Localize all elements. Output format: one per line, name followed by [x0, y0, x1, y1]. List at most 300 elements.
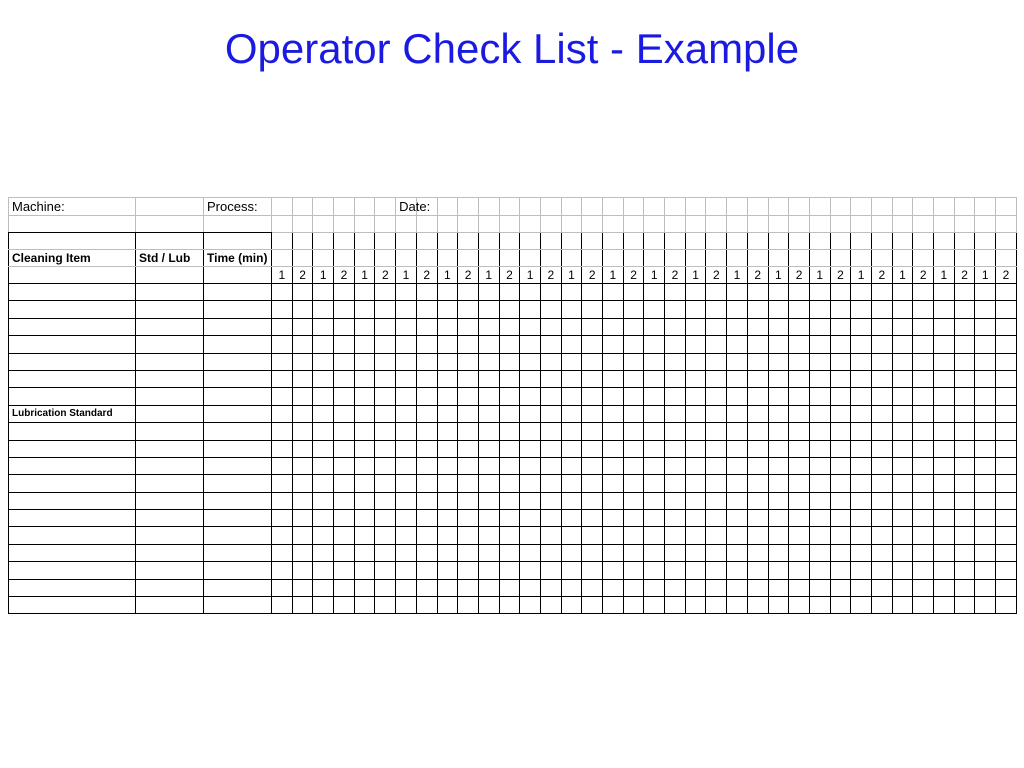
shift-number: 2	[706, 267, 727, 284]
check-cell	[996, 336, 1017, 353]
blank-cell	[375, 216, 396, 233]
check-cell	[665, 527, 686, 544]
check-cell	[727, 457, 748, 474]
blank-cell	[292, 233, 313, 250]
check-cell	[809, 510, 830, 527]
blank-cell	[892, 233, 913, 250]
check-cell	[396, 388, 417, 405]
check-cell	[996, 301, 1017, 318]
blank-cell	[954, 198, 975, 216]
check-cell	[892, 527, 913, 544]
blank-cell	[934, 233, 955, 250]
table-row	[9, 301, 1017, 318]
check-cell	[561, 527, 582, 544]
check-cell	[603, 318, 624, 335]
check-cell	[706, 318, 727, 335]
check-cell	[540, 370, 561, 387]
check-cell	[458, 440, 479, 457]
blank-cell	[582, 216, 603, 233]
check-cell	[975, 353, 996, 370]
check-cell	[396, 440, 417, 457]
check-cell	[313, 423, 334, 440]
blank-cell	[540, 250, 561, 267]
check-cell	[706, 475, 727, 492]
check-cell	[727, 318, 748, 335]
check-cell	[706, 388, 727, 405]
blank-cell	[727, 250, 748, 267]
check-cell	[499, 301, 520, 318]
shift-number: 1	[354, 267, 375, 284]
check-cell	[871, 527, 892, 544]
check-cell	[334, 318, 355, 335]
check-cell	[685, 388, 706, 405]
check-cell	[561, 475, 582, 492]
check-cell	[334, 301, 355, 318]
check-cell	[665, 301, 686, 318]
check-cell	[934, 510, 955, 527]
check-cell	[204, 423, 272, 440]
check-cell	[665, 405, 686, 422]
check-cell	[851, 457, 872, 474]
check-cell	[851, 440, 872, 457]
check-cell	[954, 353, 975, 370]
check-cell	[437, 510, 458, 527]
check-cell	[871, 457, 892, 474]
check-cell	[478, 284, 499, 301]
check-cell	[768, 440, 789, 457]
check-cell	[871, 579, 892, 596]
check-cell	[204, 405, 272, 422]
check-cell	[644, 301, 665, 318]
check-cell	[292, 440, 313, 457]
table-row	[9, 475, 1017, 492]
check-cell	[437, 301, 458, 318]
check-cell	[540, 405, 561, 422]
check-cell	[851, 353, 872, 370]
check-cell	[768, 475, 789, 492]
check-cell	[354, 597, 375, 614]
check-cell	[582, 353, 603, 370]
blank-cell	[540, 233, 561, 250]
check-cell	[913, 301, 934, 318]
check-cell	[706, 336, 727, 353]
check-cell	[292, 405, 313, 422]
check-cell	[561, 510, 582, 527]
shift-number: 1	[603, 267, 624, 284]
check-cell	[9, 370, 136, 387]
check-cell	[354, 492, 375, 509]
check-cell	[996, 405, 1017, 422]
check-cell	[334, 510, 355, 527]
check-cell	[603, 301, 624, 318]
check-cell	[204, 492, 272, 509]
check-cell	[685, 457, 706, 474]
check-cell	[561, 370, 582, 387]
blank-cell	[334, 233, 355, 250]
check-cell	[954, 597, 975, 614]
blank-cell	[136, 216, 204, 233]
check-cell	[437, 475, 458, 492]
blank-cell	[499, 216, 520, 233]
check-cell	[458, 370, 479, 387]
check-cell	[334, 284, 355, 301]
blank-cell	[975, 216, 996, 233]
check-cell	[204, 336, 272, 353]
check-cell	[416, 405, 437, 422]
blank-cell	[644, 216, 665, 233]
check-cell	[396, 544, 417, 561]
check-cell	[313, 388, 334, 405]
check-cell	[789, 405, 810, 422]
check-cell	[499, 423, 520, 440]
check-cell	[871, 370, 892, 387]
check-cell	[934, 423, 955, 440]
check-cell	[685, 562, 706, 579]
check-cell	[706, 562, 727, 579]
blank-cell	[272, 233, 293, 250]
check-cell	[913, 492, 934, 509]
blank-cell	[458, 233, 479, 250]
blank-cell	[354, 250, 375, 267]
check-cell	[520, 475, 541, 492]
shift-number: 1	[396, 267, 417, 284]
check-cell	[437, 284, 458, 301]
check-cell	[623, 388, 644, 405]
blank-cell	[871, 250, 892, 267]
check-cell	[789, 336, 810, 353]
check-cell	[292, 544, 313, 561]
check-cell	[396, 336, 417, 353]
check-cell	[437, 318, 458, 335]
blank-cell	[623, 216, 644, 233]
check-cell	[375, 318, 396, 335]
blank-cell	[789, 233, 810, 250]
check-cell	[747, 457, 768, 474]
shift-number: 1	[892, 267, 913, 284]
shift-number: 2	[292, 267, 313, 284]
check-cell	[540, 336, 561, 353]
check-cell	[334, 544, 355, 561]
check-cell	[768, 510, 789, 527]
check-cell	[582, 492, 603, 509]
check-cell	[996, 353, 1017, 370]
check-cell	[499, 336, 520, 353]
check-cell	[892, 492, 913, 509]
check-cell	[830, 440, 851, 457]
check-cell	[272, 527, 293, 544]
check-cell	[830, 388, 851, 405]
check-cell	[204, 457, 272, 474]
check-cell	[685, 284, 706, 301]
check-cell	[706, 423, 727, 440]
check-cell	[396, 457, 417, 474]
check-cell	[313, 318, 334, 335]
check-cell	[334, 579, 355, 596]
check-cell	[136, 440, 204, 457]
check-cell	[685, 579, 706, 596]
table-row	[9, 318, 1017, 335]
check-cell	[727, 301, 748, 318]
check-cell	[416, 370, 437, 387]
check-cell	[934, 353, 955, 370]
check-cell	[623, 423, 644, 440]
check-cell	[644, 562, 665, 579]
check-cell	[934, 284, 955, 301]
check-cell	[334, 405, 355, 422]
check-cell	[975, 284, 996, 301]
check-cell	[561, 405, 582, 422]
check-cell	[478, 388, 499, 405]
check-cell	[540, 440, 561, 457]
check-cell	[416, 475, 437, 492]
check-cell	[540, 579, 561, 596]
check-cell	[416, 423, 437, 440]
check-cell	[603, 440, 624, 457]
check-cell	[582, 562, 603, 579]
check-cell	[768, 388, 789, 405]
blank-cell	[204, 216, 272, 233]
check-cell	[789, 492, 810, 509]
check-cell	[603, 475, 624, 492]
check-cell	[892, 301, 913, 318]
shift-number: 1	[851, 267, 872, 284]
shift-number: 1	[644, 267, 665, 284]
check-cell	[851, 423, 872, 440]
check-cell	[582, 475, 603, 492]
check-cell	[520, 510, 541, 527]
blank-cell	[913, 233, 934, 250]
check-cell	[313, 544, 334, 561]
check-cell	[644, 579, 665, 596]
check-cell	[416, 284, 437, 301]
check-cell	[892, 562, 913, 579]
blank-cell	[809, 216, 830, 233]
check-cell	[913, 440, 934, 457]
check-cell	[727, 597, 748, 614]
check-cell	[727, 440, 748, 457]
table-row	[9, 562, 1017, 579]
check-cell	[871, 510, 892, 527]
check-cell	[954, 579, 975, 596]
check-cell	[747, 597, 768, 614]
check-cell	[830, 475, 851, 492]
check-cell	[478, 579, 499, 596]
check-cell	[934, 301, 955, 318]
check-cell	[136, 475, 204, 492]
blank-cell	[9, 216, 136, 233]
blank-cell	[561, 216, 582, 233]
blank-cell	[644, 250, 665, 267]
shift-number: 1	[520, 267, 541, 284]
blank-cell	[809, 250, 830, 267]
check-cell	[851, 492, 872, 509]
check-cell	[416, 388, 437, 405]
check-list-table	[8, 197, 1017, 614]
check-cell	[272, 284, 293, 301]
check-cell	[9, 388, 136, 405]
check-cell	[934, 492, 955, 509]
check-cell	[789, 353, 810, 370]
check-cell	[706, 527, 727, 544]
blank-cell	[706, 233, 727, 250]
check-cell	[706, 301, 727, 318]
check-cell	[416, 527, 437, 544]
check-cell	[954, 318, 975, 335]
check-cell	[851, 336, 872, 353]
check-cell	[416, 336, 437, 353]
check-cell	[747, 370, 768, 387]
time-min-header: Time (min)	[204, 250, 272, 267]
shift-number-row	[9, 267, 1017, 284]
check-cell	[478, 301, 499, 318]
check-cell	[830, 457, 851, 474]
blank-cell	[685, 233, 706, 250]
check-cell	[9, 579, 136, 596]
check-cell	[540, 301, 561, 318]
check-cell	[499, 440, 520, 457]
blank-cell	[913, 216, 934, 233]
check-cell	[685, 510, 706, 527]
check-cell	[665, 370, 686, 387]
check-cell	[354, 301, 375, 318]
check-cell	[204, 318, 272, 335]
check-cell	[478, 318, 499, 335]
blank-cell	[561, 250, 582, 267]
check-cell	[665, 597, 686, 614]
check-cell	[499, 457, 520, 474]
check-cell	[747, 492, 768, 509]
check-cell	[499, 527, 520, 544]
check-cell	[665, 284, 686, 301]
check-cell	[396, 527, 417, 544]
check-cell	[9, 423, 136, 440]
check-cell	[437, 405, 458, 422]
check-cell	[913, 284, 934, 301]
blank-cell	[851, 198, 872, 216]
blank-cell	[313, 233, 334, 250]
check-cell	[375, 562, 396, 579]
check-cell	[292, 388, 313, 405]
check-cell	[313, 336, 334, 353]
blank-cell	[313, 198, 334, 216]
check-cell	[540, 510, 561, 527]
check-cell	[747, 388, 768, 405]
check-cell	[789, 527, 810, 544]
shift-number: 1	[561, 267, 582, 284]
check-cell	[809, 370, 830, 387]
check-cell	[644, 405, 665, 422]
check-cell	[375, 457, 396, 474]
check-cell	[851, 388, 872, 405]
check-cell	[996, 370, 1017, 387]
column-header-row-top	[9, 233, 1017, 250]
check-cell	[685, 423, 706, 440]
check-cell	[313, 370, 334, 387]
table-row	[9, 527, 1017, 544]
check-cell	[520, 423, 541, 440]
check-cell	[768, 579, 789, 596]
blank-cell	[768, 233, 789, 250]
check-cell	[204, 527, 272, 544]
check-cell	[706, 492, 727, 509]
check-cell	[727, 544, 748, 561]
check-cell	[830, 492, 851, 509]
check-cell	[458, 405, 479, 422]
shift-number: 2	[582, 267, 603, 284]
check-cell	[706, 370, 727, 387]
check-cell	[458, 527, 479, 544]
check-cell	[354, 475, 375, 492]
blank-cell	[706, 216, 727, 233]
check-cell	[727, 284, 748, 301]
blank-cell	[996, 198, 1017, 216]
check-cell	[354, 510, 375, 527]
check-cell	[136, 353, 204, 370]
check-cell	[292, 562, 313, 579]
check-cell	[416, 597, 437, 614]
check-cell	[747, 423, 768, 440]
table-row	[9, 284, 1017, 301]
check-cell	[665, 353, 686, 370]
check-cell	[272, 405, 293, 422]
check-cell	[603, 405, 624, 422]
check-cell	[603, 544, 624, 561]
check-cell	[272, 562, 293, 579]
blank-cell	[851, 250, 872, 267]
check-cell	[561, 423, 582, 440]
check-cell	[520, 301, 541, 318]
check-cell	[136, 423, 204, 440]
blank-cell	[520, 216, 541, 233]
check-cell	[644, 353, 665, 370]
check-cell	[830, 562, 851, 579]
blank-cell	[954, 216, 975, 233]
blank-cell	[499, 198, 520, 216]
check-cell	[975, 318, 996, 335]
check-cell	[9, 597, 136, 614]
check-cell	[375, 423, 396, 440]
blank-cell	[416, 233, 437, 250]
check-cell	[499, 370, 520, 387]
check-cell	[499, 353, 520, 370]
check-cell	[416, 301, 437, 318]
check-cell	[727, 388, 748, 405]
shift-number: 1	[768, 267, 789, 284]
check-cell	[768, 544, 789, 561]
blank-cell	[204, 233, 272, 250]
check-cell	[809, 475, 830, 492]
blank-cell	[685, 198, 706, 216]
check-cell	[768, 457, 789, 474]
check-cell	[871, 318, 892, 335]
check-cell	[292, 457, 313, 474]
table-row	[9, 405, 1017, 422]
blank-cell	[334, 216, 355, 233]
check-cell	[136, 579, 204, 596]
check-cell	[478, 562, 499, 579]
check-cell	[582, 284, 603, 301]
check-cell	[809, 579, 830, 596]
check-cell	[416, 562, 437, 579]
check-cell	[540, 353, 561, 370]
blank-cell	[272, 250, 293, 267]
check-cell	[685, 544, 706, 561]
blank-cell	[789, 216, 810, 233]
check-cell	[975, 492, 996, 509]
check-cell	[789, 544, 810, 561]
check-cell	[204, 562, 272, 579]
check-cell	[768, 284, 789, 301]
